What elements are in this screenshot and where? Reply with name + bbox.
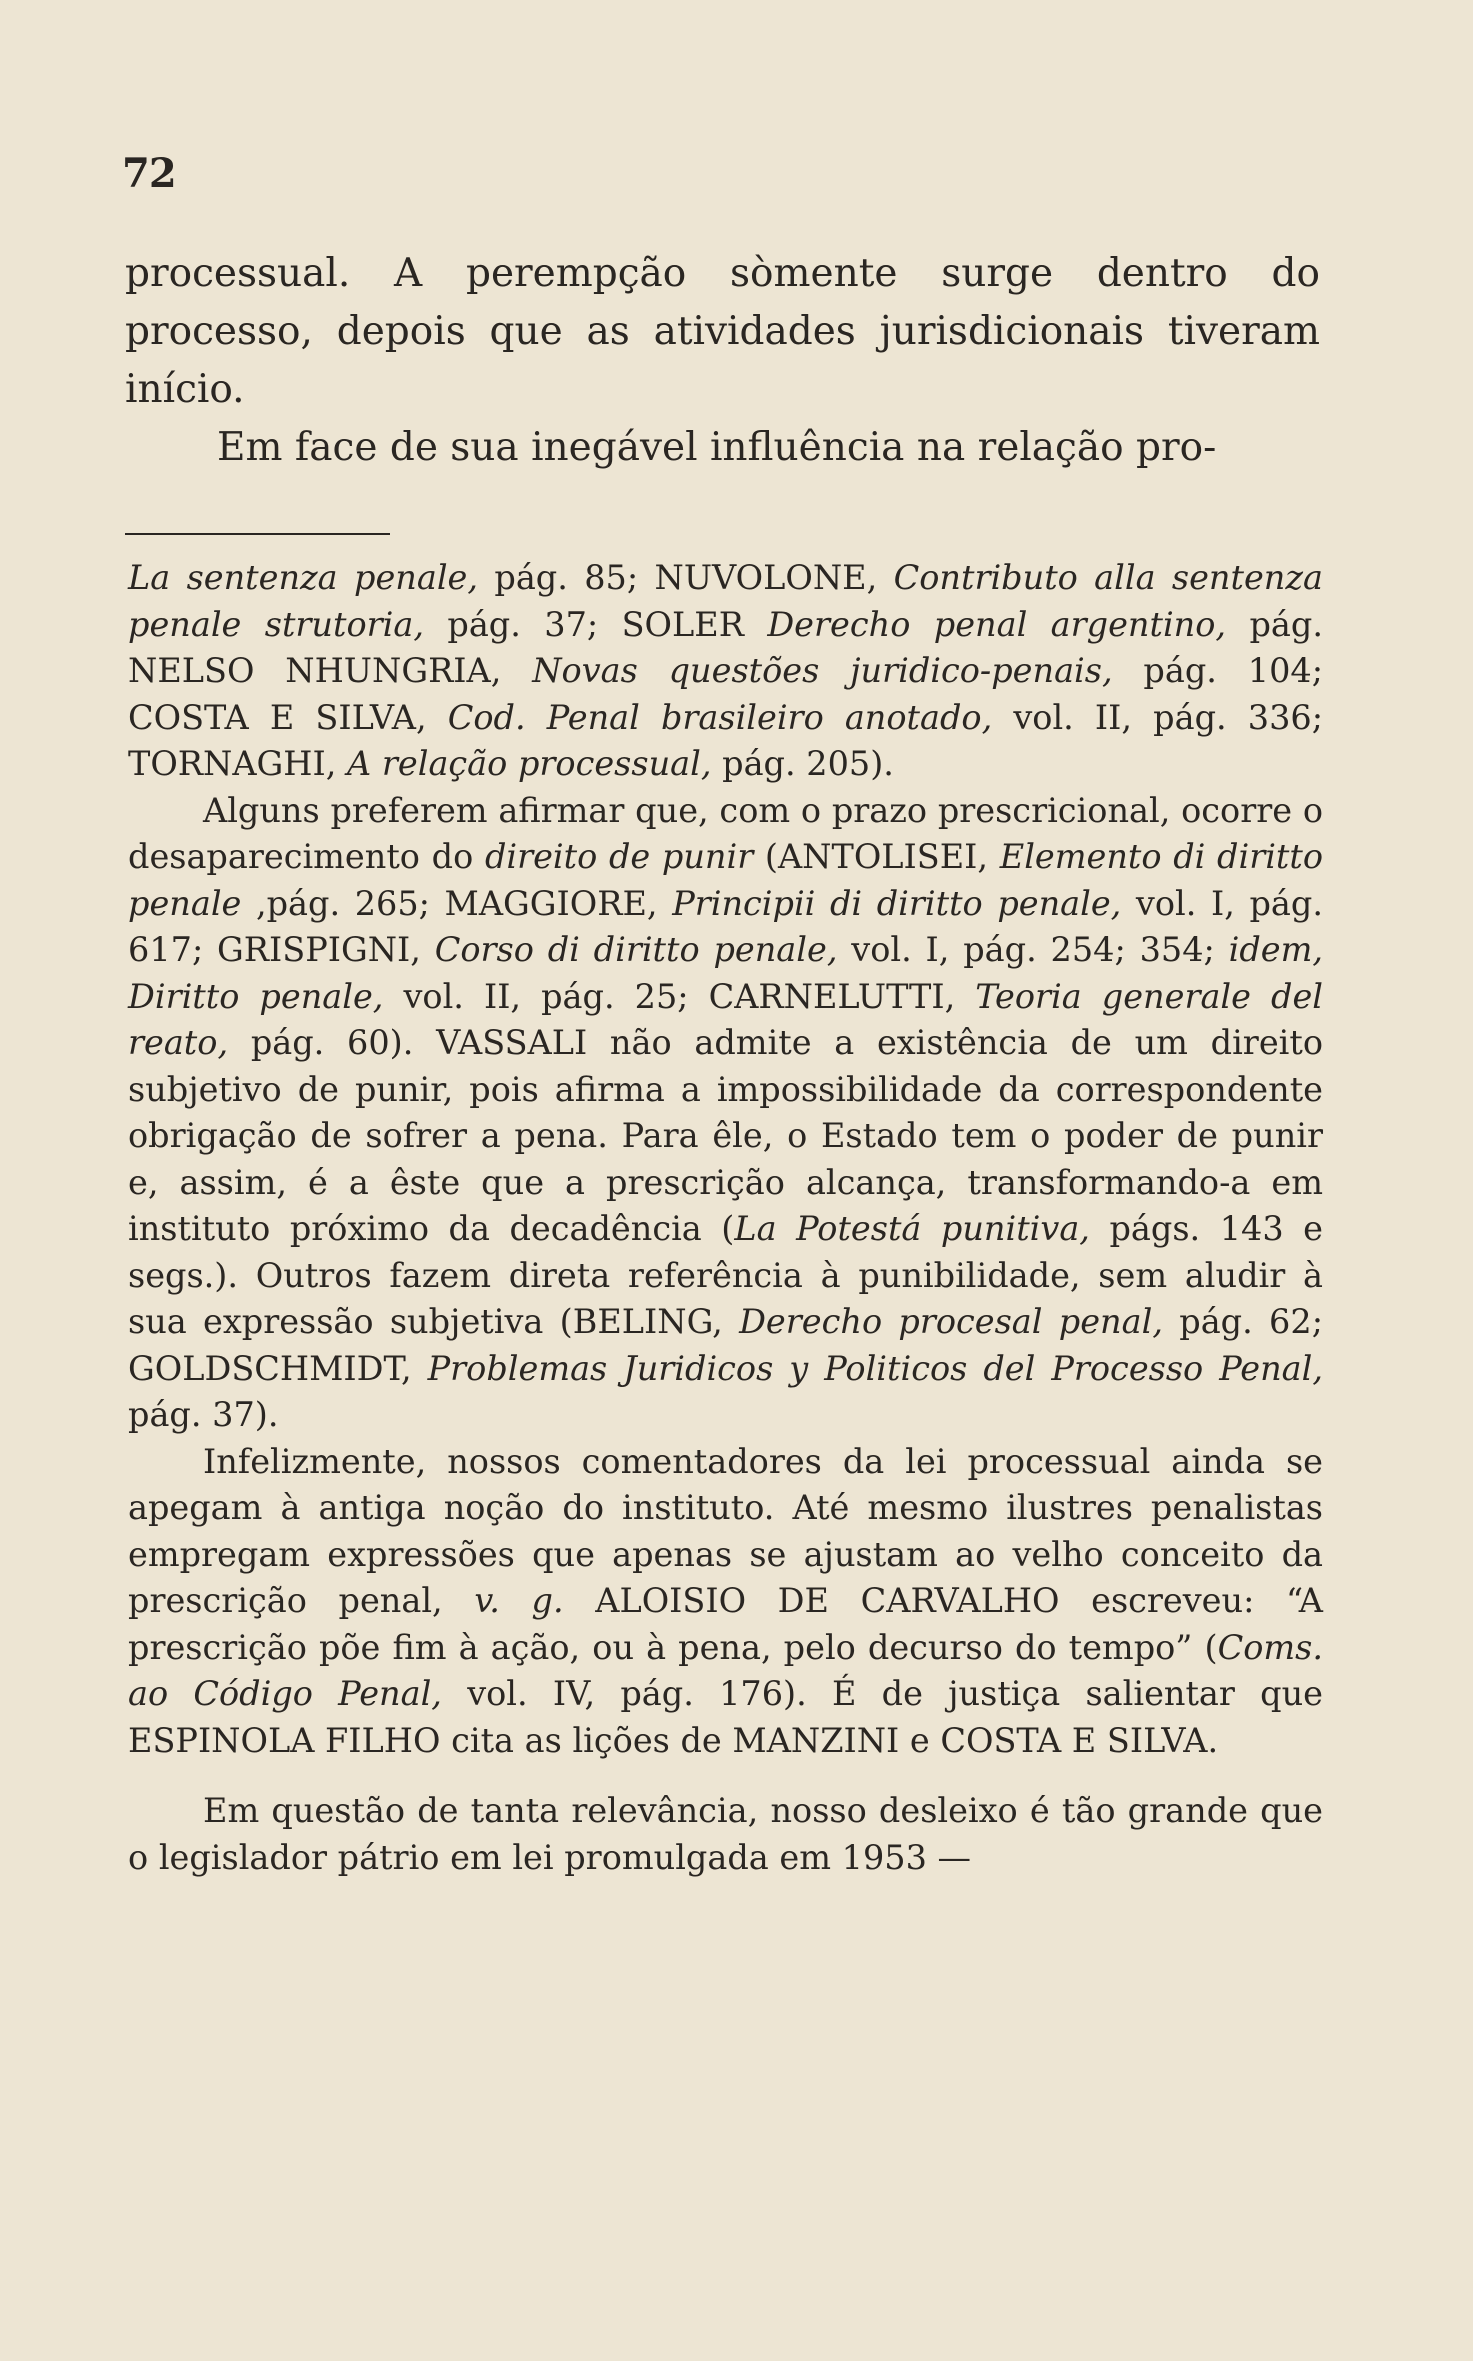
text-run: (ANTOLISEI,	[753, 837, 1000, 876]
text-run: pág. NELSO NHUNGRIA,	[128, 604, 1323, 690]
italic-citation: A relação processual,	[347, 744, 712, 783]
text-run: Em questão de tanta relevância, nosso desleixo é tão grande que o legislador pátrio em lei promulgada em 1953 —	[128, 1791, 1323, 1877]
italic-citation: Corso di diritto penale,	[434, 930, 838, 969]
text-run: vol. II, pág. 336; TORNAGHI,	[128, 697, 1323, 783]
text-run: vol. IV, pág. 176). É de justiça salientar que ESPINOLA FILHO cita as lições de MANZINI e COSTA E SILVA.	[128, 1674, 1323, 1760]
note-paragraph-infelizmente	[128, 1439, 1323, 1765]
text-run: ALOISIO DE CARVALHO escreveu: “A prescrição põe fim à ação, ou à pena, pelo decurso do tempo” (	[128, 1581, 1323, 1667]
text-run: pág. 37; SOLER	[423, 604, 768, 644]
text-run: pág. 60). VASSALI não admite a existência de um direito subjetivo de punir, pois afirma a impossibilidade da correspondente obrigação de sofrer a pena. Para êle, o Estado tem o poder de punir e, assim, é a êste que a prescrição alcança, transformando-a em instituto próximo da decadência (	[128, 1023, 1323, 1248]
footnote-separator	[125, 533, 390, 535]
italic-citation: La sentenza penale,	[128, 558, 479, 597]
text-run: pág. 104; COSTA E SILVA,	[128, 651, 1323, 737]
text-run: vol. I, pág. 617; GRISPIGNI,	[128, 883, 1323, 969]
text-run: vol. I, pág. 254; 354;	[837, 930, 1229, 969]
italic-citation: Teoria generale del reato,	[128, 976, 1323, 1062]
italic-citation: Derecho procesal penal,	[739, 1302, 1163, 1341]
page-number: 72	[122, 150, 176, 197]
text-run: ,pág. 265; MAGGIORE,	[241, 883, 673, 923]
paragraph-influencia: Em face de sua inegável influência na relação pro-	[217, 425, 1217, 470]
text-run: vol. II, pág. 25; CARNELUTTI,	[383, 976, 976, 1016]
italic-citation: Contributo alla sentenza penale strutoria,	[128, 558, 1323, 644]
italic-citation: La Potestá punitiva,	[734, 1209, 1090, 1248]
text-run: pág. 205).	[711, 744, 894, 783]
italic-citation: idem, Diritto penale,	[128, 930, 1324, 1016]
italic-citation: Novas questões juridico-penais,	[532, 651, 1113, 690]
paragraph-processual: processual. A perempção sòmente surge dentro do processo, depois que as atividades jurisdicionais tiveram início.	[125, 251, 1320, 412]
italic-citation: v. g.	[474, 1581, 564, 1620]
italic-citation: Coms. ao Código Penal,	[128, 1627, 1323, 1713]
text-run: pág. 62; GOLDSCHMIDT,	[128, 1302, 1323, 1388]
text-run: pág. 37).	[128, 1395, 279, 1434]
note-paragraph-em-questao	[128, 1788, 1323, 1881]
italic-citation: direito de punir	[484, 837, 754, 876]
italic-citation: Cod. Penal brasileiro anotado,	[447, 697, 993, 737]
italic-citation: Elemento di diritto penale	[128, 837, 1324, 923]
italic-citation: Derecho penal argentino,	[767, 604, 1227, 644]
italic-citation: Problemas Juridicos y Politicos del Processo Penal,	[427, 1348, 1323, 1388]
footnotes	[128, 555, 1323, 1881]
italic-citation: Principii di diritto penale,	[672, 883, 1122, 923]
note-paragraph-alguns	[128, 788, 1323, 1439]
text-run: Alguns preferem afirmar que, com o prazo prescricional, ocorre o desaparecimento do	[128, 790, 1323, 876]
text-run: págs. 143 e segs.). Outros fazem direta referência à punibilidade, sem aludir à sua expressão subjetiva (BELING,	[128, 1209, 1323, 1341]
text-run: pág. 85; NUVOLONE,	[478, 558, 894, 597]
footnote-continuation	[128, 555, 1323, 788]
main-text	[125, 245, 1320, 477]
text-run: Infelizmente, nossos comentadores da lei processual ainda se apegam à antiga noção do instituto. Até mesmo ilustres penalistas empregam expressões que apenas se ajustam ao velho conceito da prescrição penal,	[128, 1441, 1323, 1620]
